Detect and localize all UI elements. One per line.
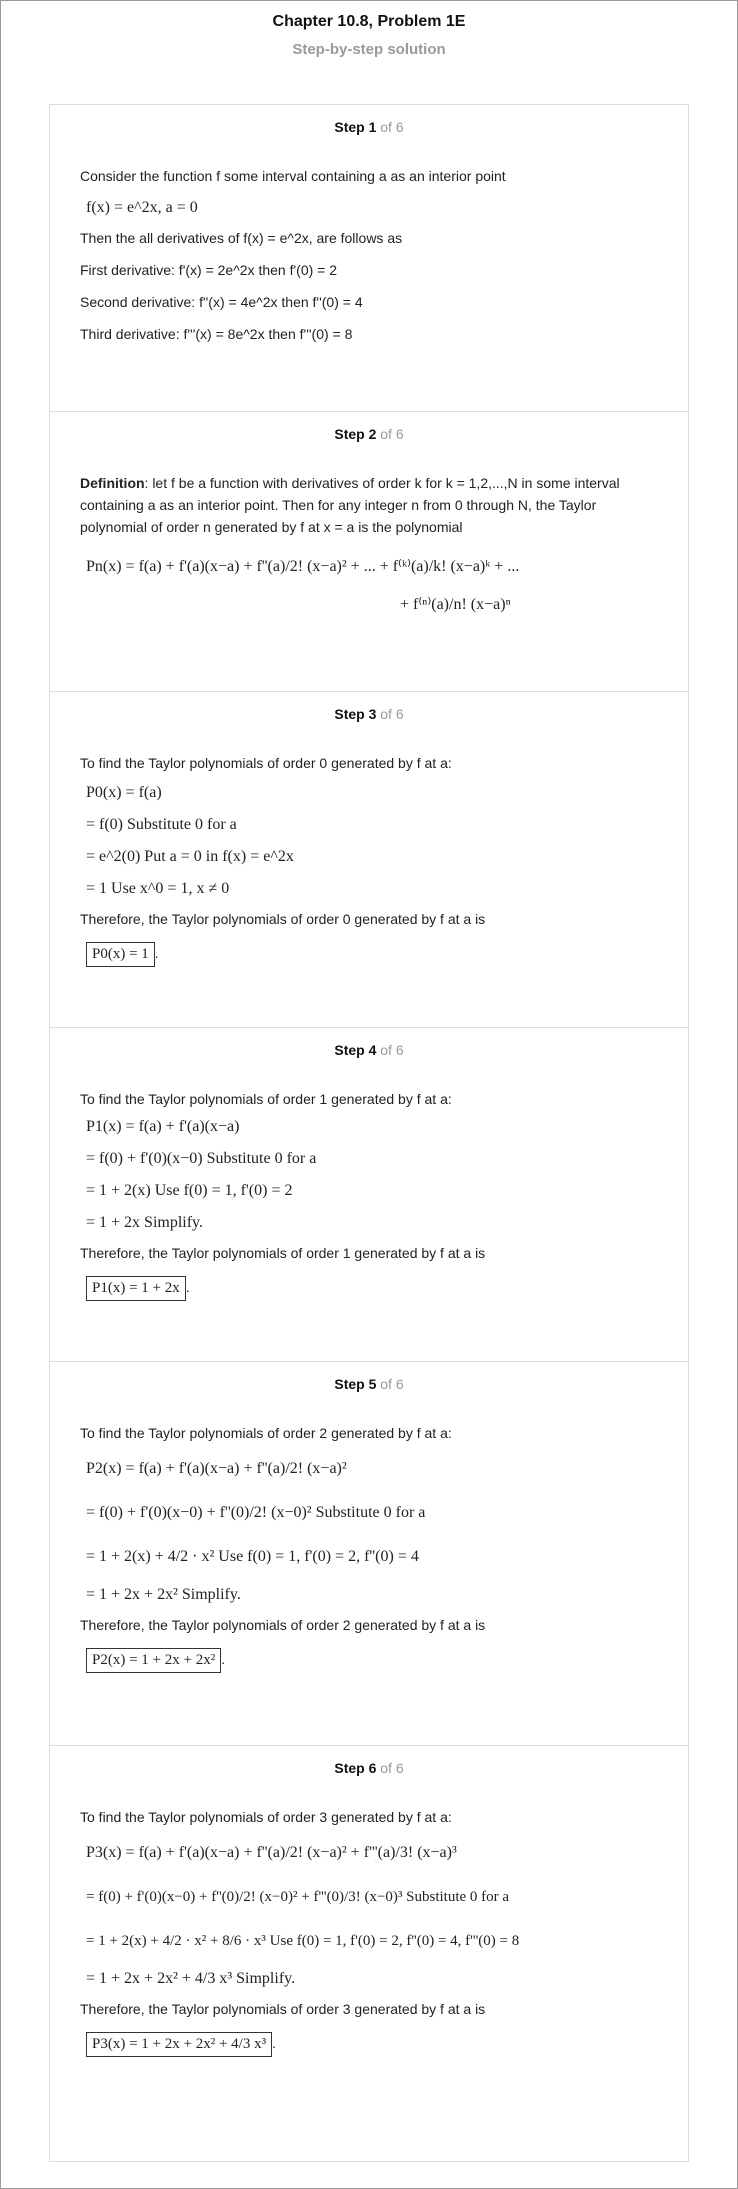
math-line: = f(0) Substitute 0 for a [86, 816, 237, 833]
math-line: P0(x) = f(a) [86, 784, 162, 801]
step-intro: To find the Taylor polynomials of order 3 generated by f at a: [80, 1809, 452, 1825]
step-label: Step 2 [334, 426, 377, 442]
step-count: of 6 [380, 1760, 404, 1776]
step-count: of 6 [380, 426, 404, 442]
step-heading [50, 692, 688, 736]
answer-box: P0(x) = 1 [86, 942, 155, 967]
definition-term: Definition [80, 475, 145, 491]
step-conclusion: Therefore, the Taylor polynomials of order 0 generated by f at a is [80, 911, 486, 927]
taylor-formula-continuation: + f⁽ⁿ⁾(a)/n! (x−a)ⁿ [400, 596, 511, 613]
definition-paragraph [80, 472, 658, 538]
answer-box: P2(x) = 1 + 2x + 2x² [86, 1648, 221, 1673]
step-6: Step 6 of 6 To find the Taylor polynomials of order 3 generated by f at a: P3(x) = f(a) + f'(a)(x−a) + f''(a)/2! (x−a)² + f'''(a)/3! (x−a)³ = f(0) + f'(0)(x−0) + f''(0)/2! (x−0)² + f'''(0)/3! (x−0)³ Substitute 0 for a = 1 + 2(x) + 4/2 · x² + 8/6 · x³ Use f(0) = 1, f'(0) = 2, f''(0) = 4, f'''(0) = 8 = 1 + 2x + 2x² + 4/3 x³ Simplify. Therefore, the Taylor polynomials of order 3 generated by f at a is P3(x) = 1 + 2x + 2x² + 4/3 x³ . [50, 1745, 688, 2161]
math-line: P1(x) = f(a) + f'(a)(x−a) [86, 1118, 240, 1135]
step-conclusion: Therefore, the Taylor polynomials of order 1 generated by f at a is [80, 1245, 486, 1261]
step-conclusion: Therefore, the Taylor polynomials of order 2 generated by f at a is [80, 1617, 486, 1633]
step-intro: To find the Taylor polynomials of order 1 generated by f at a: [80, 1091, 452, 1107]
math-line: P2(x) = f(a) + f'(a)(x−a) + f''(a)/2! (x−a)² [86, 1460, 347, 1477]
step-intro: To find the Taylor polynomials of order 0 generated by f at a: [80, 755, 452, 771]
math-line: = 1 + 2x + 2x² Simplify. [86, 1586, 241, 1603]
step-heading [50, 412, 688, 456]
step-conclusion: Therefore, the Taylor polynomials of order 3 generated by f at a is [80, 2001, 486, 2017]
definition-text: : let f be a function with derivatives of order k for k = 1,2,...,N in some interval containing a as an interior point. Then for any integer n from 0 through N, the Taylor polynomial of order n generated by f at x = a is the polynomial [80, 475, 620, 535]
step-5: Step 5 of 6 To find the Taylor polynomials of order 2 generated by f at a: P2(x) = f(a) + f'(a)(x−a) + f''(a)/2! (x−a)² = f(0) + f'(0)(x−0) + f''(0)/2! (x−0)² Substitute 0 for a = 1 + 2(x) + 4/2 · x² Use f(0) = 1, f'(0) = 2, f''(0) = 4 = 1 + 2x + 2x² Simplify. Therefore, the Taylor polynomials of order 2 generated by f at a is P2(x) = 1 + 2x + 2x² . [50, 1361, 688, 1745]
step-1 [50, 105, 688, 411]
step-line: Consider the function f some interval containing a as an interior point [80, 168, 506, 184]
page-subtitle: Step-by-step solution [292, 41, 446, 58]
step-label: Step 3 [334, 706, 377, 722]
math-line: = f(0) + f'(0)(x−0) + f''(0)/2! (x−0)² Substitute 0 for a [86, 1504, 426, 1521]
step-heading [50, 1028, 688, 1072]
step-label: Step 4 [334, 1042, 377, 1058]
step-line: Then the all derivatives of f(x) = e^2x, are follows as [80, 230, 403, 246]
step-heading [50, 1362, 688, 1406]
step-count: of 6 [380, 706, 404, 722]
step-4: Step 4 of 6 To find the Taylor polynomials of order 1 generated by f at a: P1(x) = f(a) + f'(a)(x−a) = f(0) + f'(0)(x−0) Substitute 0 for a = 1 + 2(x) Use f(0) = 1, f'(0) = 2 = 1 + 2x Simplify. Therefore, the Taylor polynomials of order 1 generated by f at a is P1(x) = 1 + 2x . [50, 1027, 688, 1361]
page-title: Chapter 10.8, Problem 1E [272, 13, 466, 30]
step-line: First derivative: f'(x) = 2e^2x then f'(0) = 2 [80, 262, 338, 278]
math-line: = 1 + 2x Simplify. [86, 1214, 204, 1231]
step-label: Step 5 [334, 1376, 377, 1392]
step-intro: To find the Taylor polynomials of order 2 generated by f at a: [80, 1425, 452, 1441]
step-3: Step 3 of 6 To find the Taylor polynomials of order 0 generated by f at a: P0(x) = f(a) = f(0) Substitute 0 for a = e^2(0) Put a = 0 in f(x) = e^2x = 1 Use x^0 = 1, x ≠ 0 Therefore, the Taylor polynomials of order 0 generated by f at a is P0(x) = 1 . [50, 691, 688, 1027]
math-line: = f(0) + f'(0)(x−0) Substitute 0 for a [86, 1150, 317, 1167]
step-count: of 6 [380, 1042, 404, 1058]
math-line: = e^2(0) Put a = 0 in f(x) = e^2x [86, 848, 294, 865]
step-count: of 6 [380, 119, 404, 135]
answer-box: P3(x) = 1 + 2x + 2x² + 4/3 x³ [86, 2032, 272, 2057]
math-line: = 1 + 2(x) + 4/2 · x² + 8/6 · x³ Use f(0) = 1, f'(0) = 2, f''(0) = 4, f'''(0) = 8 [86, 1933, 520, 1949]
step-heading [50, 1746, 688, 1790]
page-header [1, 1, 737, 63]
answer-box: P1(x) = 1 + 2x [86, 1276, 186, 1301]
math-line: P3(x) = f(a) + f'(a)(x−a) + f''(a)/2! (x−a)² + f'''(a)/3! (x−a)³ [86, 1844, 457, 1861]
step-heading [50, 105, 688, 149]
math-line: = 1 + 2x + 2x² + 4/3 x³ Simplify. [86, 1970, 296, 1987]
math-line: = 1 + 2(x) Use f(0) = 1, f'(0) = 2 [86, 1182, 293, 1199]
step-2 [50, 411, 688, 691]
step-label: Step 1 [334, 119, 377, 135]
step-line: Third derivative: f'''(x) = 8e^2x then f'''(0) = 8 [80, 326, 353, 342]
step-line: Second derivative: f''(x) = 4e^2x then f''(0) = 4 [80, 294, 363, 310]
steps-container [49, 104, 689, 2162]
taylor-formula: Pn(x) = f(a) + f'(a)(x−a) + f''(a)/2! (x−a)² + ... + f⁽ᵏ⁾(a)/k! (x−a)ᵏ + ... [86, 558, 520, 575]
step-label: Step 6 [334, 1760, 377, 1776]
math-line: = 1 Use x^0 = 1, x ≠ 0 [86, 880, 230, 897]
step-count: of 6 [380, 1376, 404, 1392]
math-line: = f(0) + f'(0)(x−0) + f''(0)/2! (x−0)² + f'''(0)/3! (x−0)³ Substitute 0 for a [86, 1889, 510, 1905]
math-line: f(x) = e^2x, a = 0 [86, 199, 198, 216]
math-line: = 1 + 2(x) + 4/2 · x² Use f(0) = 1, f'(0) = 2, f''(0) = 4 [86, 1548, 419, 1565]
